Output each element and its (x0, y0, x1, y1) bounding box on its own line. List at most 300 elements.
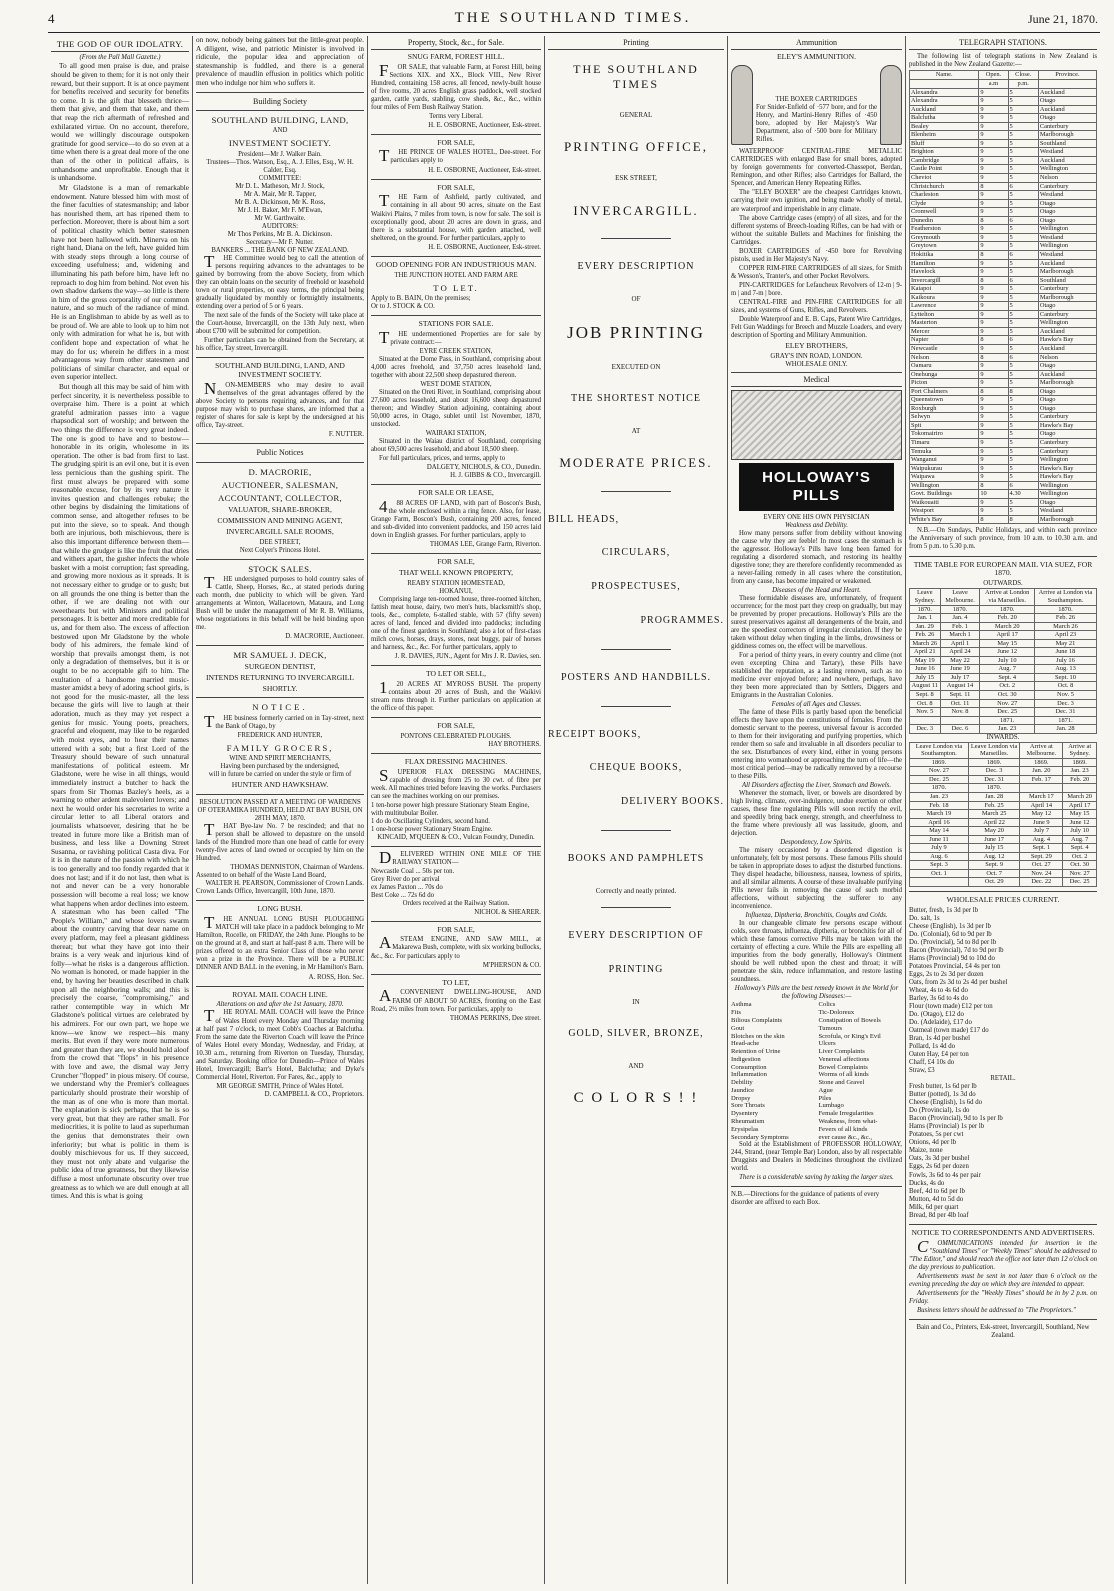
table-cell: 1870. (910, 605, 941, 614)
ad-text: INVERCARGILL SALE ROOMS, (226, 526, 334, 536)
table-cell: Wellington (1038, 481, 1096, 490)
ad-text: The "ELEY BOXER" are the cheapest Cartridges known, carrying their own ignition, and being made wholly of metal, are waterproof and imperishable in any climate. (731, 189, 902, 213)
table-cell: 8 (1008, 387, 1038, 396)
table-cell: Sept. 3 (910, 861, 969, 870)
table-row (910, 708, 1097, 717)
table-cell: Jan. 29 (910, 622, 941, 631)
table-cell: 8 (979, 182, 1008, 191)
ad-text: AUCTIONEER, SALESMAN, (221, 480, 339, 491)
ad-text: will in future be carried on under the style or firm of (208, 771, 352, 779)
table-cell: Marlborough (1038, 293, 1096, 302)
table-cell: 6 (1008, 353, 1038, 362)
table-cell (940, 716, 980, 725)
ad-signature: F. NUTTER. (328, 431, 364, 439)
ad-title: RESOLUTION PASSED AT A MEETING OF WARDENS OF OTERAMIKA HUNDRED, HELD AT BAY BUSH, ON 28TH MAY, 1870. (197, 799, 363, 823)
list-item: Beef, 4d to 6d per lb (909, 1187, 965, 1195)
ad-title: FOR SALE OR LEASE, (418, 488, 494, 498)
table-row (910, 148, 1097, 157)
list-item: Piles (818, 1094, 832, 1102)
ad-text: THE business formerly carried on in Tay-street, next the Bank of Otago, by (204, 711, 364, 731)
table-row (910, 656, 1097, 665)
table-row (910, 490, 1097, 499)
table-cell: 8 (979, 216, 1008, 225)
table-cell: 9 (979, 259, 1008, 268)
list-item: Debility (731, 1079, 753, 1087)
ad-text: POSTERS AND HANDBILLS. (560, 671, 712, 683)
table-cell: 9 (979, 456, 1008, 465)
ad-text: ESK STREET, (615, 174, 657, 183)
table-row (910, 165, 1097, 174)
table-cell: Westport (910, 507, 979, 516)
table-cell: July 7 (1020, 827, 1063, 836)
table-cell: Jan. 1 (910, 614, 941, 623)
table-row (910, 498, 1097, 507)
ad-text: PIN-CARTRIDGES for Lefaucheux Revolvers of 12-m | 9-m | and 7-m | bore. (731, 281, 902, 297)
table-row (910, 242, 1097, 251)
list-item: Scrofula, or King's Evil (818, 1032, 881, 1040)
list-item: Stone and Gravel (818, 1079, 865, 1087)
table-cell: Dec. 22 (1020, 878, 1063, 887)
list-item: Do. (Adelaide), £17 do (909, 1019, 972, 1027)
ad-text: Best Coke ... 72s 6d do (371, 892, 435, 900)
list-item: Rheumatism (731, 1117, 765, 1125)
table-cell: 5 (1008, 285, 1038, 294)
engraving-illustration (731, 390, 902, 460)
table-cell: Oamaru (910, 362, 979, 371)
table-cell: March 19 (910, 810, 969, 819)
cartridge-icon (731, 65, 753, 145)
ad-signature: HAY BROTHERS. (488, 741, 541, 749)
table-row (910, 156, 1097, 165)
list-item: Bilious Complaints (731, 1017, 783, 1025)
table-cell: Kaikoura (910, 293, 979, 302)
table-row (910, 370, 1097, 379)
table-cell: Picton (910, 379, 979, 388)
list-item: Retention of Urine (731, 1048, 781, 1056)
article-source: (From the Pall Mall Gazette.) (79, 54, 161, 62)
ad-text: AND (272, 127, 288, 135)
ad-title: THE SOUTHLAND TIMES (573, 62, 699, 91)
table-row (910, 139, 1097, 148)
table-cell: 5 (1008, 139, 1038, 148)
ad-text: N.B.—On Sundays, Public Holidays, and within each province the Anniversary of such province, from 10 a.m. to 10.30 a.m. and from 5 p.m. to 5.30 p.m. (909, 527, 1097, 551)
table-cell: June 11 (910, 835, 969, 844)
list-item: Fresh butter, 1s 6d per lb (909, 1083, 977, 1091)
table-cell: June 12 (1063, 818, 1097, 827)
table-cell: April 24 (940, 648, 980, 657)
table-cell: 5 (1008, 413, 1038, 422)
table-cell: May 15 (1063, 810, 1097, 819)
table-cell: Govt. Buildings (910, 490, 979, 499)
table-row (910, 387, 1097, 396)
table-cell: July 17 (940, 673, 980, 682)
list-item: Bacon (Provincial), 7d to 9d per lb (909, 947, 1004, 955)
column-telegraph-prices (906, 36, 1100, 1584)
table-cell: 5 (1008, 302, 1038, 311)
table-cell: 5 (1008, 319, 1038, 328)
table-cell: Dec. 25 (1063, 878, 1097, 887)
table-cell: Otago (1038, 302, 1096, 311)
ad-text: CENTRAL-FIRE and PIN-FIRE CARTRIDGES for all sizes, and systems of Guns, Rifles, and Revolvers. (731, 298, 902, 314)
table-cell: Aug. 12 (968, 852, 1019, 861)
table-row (910, 699, 1097, 708)
ad-text: Situated at the Dome Pass, in Southland, comprising about 4,000 acres freehold, and 37,750 acres leasehold land, together with about 22,500 sheep depastured thereon. (371, 355, 541, 379)
table-cell: 5 (1008, 165, 1038, 174)
table-cell: May 22 (940, 656, 980, 665)
ad-text: HOKANUI, (439, 588, 473, 596)
table-cell: Oct. 2 (980, 682, 1035, 691)
table-cell: Feb. 18 (910, 801, 969, 810)
table-cell: 1870. (968, 784, 1019, 793)
table-cell: 9 (979, 438, 1008, 447)
table-cell: 9 (979, 122, 1008, 131)
table-cell: Nov. 27 (1063, 869, 1097, 878)
table-cell: Alexandra (910, 88, 979, 97)
ad-signature: H. E. OSBORNE, Auctioneer, Esk-street. (428, 243, 541, 251)
table-cell: April 21 (910, 648, 941, 657)
table-cell: Canterbury (1038, 122, 1096, 131)
article-paragraph: But though all this may be said of him with perfect sincerity, it is nevertheless possible to overpraise him. There is a point at which grateful admiration passes into a vague rhapsodical sort of worship; and between the two things the difference is very great indeed. The one is good to have and to bestow—honorable in its origin, wholesome in its operation. The other is bad from first to last. The grudging spirit is an evil one, but it is even less pernicious than the gushing spirit. The first must always be prepared with some reasonable excuse, for by its very nature it invites question and challenges rebuke; the other begins by disdaining the limitations of common sense, and altogether refuses to be put into the sieve, so to speak. And though both are injurious, both mischievous, there is also this important difference between them—that while the grudger is like the fruit that dries and withers apart, the gusher infects the whole basket with a moist corruption; fast spreading, and growing more noxious as it spreads. It is not necessary either to grudge or to gush; but on all grounds the one thing is better than the other, if we are dealing not with our sweethearts but with Ministers and political personages. It is better and more creditable for us, and for them also. The excess of affection bestowed upon Mr Gladstone by the whole body of his admirers, the female kind of worship that prevails amongst them, is not only a degradation of themselves, but it is or ought to be no acceptable gift to him. The exultation of a handsome married music-master amidst a bevy of adoring school girls, is not good for the music-master, all the less because the girls will live to laugh at their adoration, much as they may yet respect a genius for music. Young poets, preachers, graceful and eloquent, may like to be regarded with moist eyes, and to hear their names uttered with a sob; but a first Lord of the Treasury should beware of such unnatural manifestations of political esteem. Mr Gladstone, were he wise in all things, would immediately instruct a butcher to hack the spars from Sir Thomas Bazley's heels, as a warning to other ardent malevolent lovers; and next he would order his secretaries to write a circular letter to all Liberal orators and journalists whatsoever, desiring that he be treated in future more like a British man of business, and less like a Downing Street Susanna, or ravishing political Casta diva. For it is in the nature of the passion with which he is too generally and too fondly regarded that it does not last; and if it do not last, then what is not and never can be a very honorable possession will become a real loss; we know what happens when ardor declines into esteem. A statesman who has been called "The People's William," and whose lovers swarm about the country carving that dear name on every platform, may feel a pleasant giddiness thereat; but what they have got into their brains is a very weak and injurious kind of folly—what he risks is a dangerous affliction. No woman is honored, or made happier in the end, by having her beauties described in chalk upon all the neighboring walls; and this is precisely the coarse, "compromising," and rather contemptible way in which Mr Gladstone's political virtues are celebrated by his admirers. For our own part, we hope we know—we know we respect—his many merits. But even if they were more numerous and greater than they are, we should hold aloof from the crowd that "flops" in his presence with love and awe, the dismal way Jerry Cruncher "flopped" in pious misery. Of course, we understand why the Premier's colleagues particularly should prostrate their worship of the man as of one who is more than mortal. The explanation is sick perhaps, that he is so very great, but that they are rather small. For mediocrities, it is polite to laud as superhuman the genius that demonstrates their own inferiority; but what is politic in them is doubly mischievous for us. If they succeed, they must not only abate and vulgarise the public idea of true greatness, but they likewise diffuse a most unfortunate obscurity over true greatness as to which we are dull enough at all times. And this is what is going (51, 381, 190, 1201)
list-item: Consumption (731, 1063, 767, 1071)
table-cell: 8 (979, 481, 1008, 490)
ad-text: The fame of these Pills is partly based upon the beneficial effects they have upon the constitutions of females. From the domestic servant to the peeress, universal favour is accorded to them for their invigorating and purifying properties, which render them so safe and invaluable in all disorders peculiar to the sex. Disturbances of every kind, either in young persons entering into womanhood or approaching the turn of life—the most critical period—may be radically removed by a recourse to these Pills. (731, 708, 902, 781)
ad-text: Business letters should be addressed to "The Proprietors." (917, 1306, 1076, 1314)
table-caption: OUTWARDS. (983, 580, 1023, 588)
table-cell: Dunedin (910, 216, 979, 225)
table-cell: Greytown (910, 242, 979, 251)
section-heading: Building Society (253, 96, 307, 106)
list-item: Inflammation (731, 1071, 767, 1079)
table-row (910, 614, 1097, 623)
table-cell: Auckland (910, 105, 979, 114)
ad-text: ASTEAM ENGINE, AND SAW MILL, at Makarewa Bush, complete, with six working bullocks, &c., &c. For particulars apply to (371, 933, 541, 960)
table-cell: 5 (1008, 156, 1038, 165)
table-cell: 9 (979, 165, 1008, 174)
table-cell: Selwyn (910, 413, 979, 422)
table-cell: 9 (979, 139, 1008, 148)
list-item: Butter, fresh, 1s 3d per lb (909, 906, 979, 914)
table-cell: Marlborough (1038, 131, 1096, 140)
table-cell: Tokomairiro (910, 430, 979, 439)
ad-text: Mr B. A. Dickinson, Mr K. Ross, (234, 198, 326, 206)
table-cell: 1870. (980, 605, 1035, 614)
list-item: Colics (818, 1001, 836, 1009)
ad-subheading: RETAIL. (990, 1075, 1016, 1083)
table-cell: June 18 (1034, 648, 1096, 657)
ad-text: SHORTLY. (262, 683, 298, 693)
table-cell: 8 (979, 276, 1008, 285)
list-item: Fits (731, 1009, 741, 1017)
table-cell: May 15 (980, 639, 1035, 648)
table-cell: Nelson (910, 353, 979, 362)
table-header: Open. (979, 71, 1008, 80)
ad-title: FOR SALE, (437, 557, 475, 567)
ad-subheading: Holloway's Pills are the best remedy known in the World for the following Diseases:— (734, 985, 899, 1001)
table-cell: 9 (979, 105, 1008, 114)
table-cell: Wellington (1038, 242, 1096, 251)
table-cell: 4.30 (1008, 490, 1038, 499)
list-item: Do. (Provincial), 5d to 8d per lb (909, 939, 997, 947)
table-cell: 5 (1008, 88, 1038, 97)
table-cell: Jan. 23 (980, 725, 1035, 734)
table-cell: Dec. 3 (1034, 699, 1096, 708)
table-cell: 9 (979, 302, 1008, 311)
table-cell (910, 716, 941, 725)
ad-title: INVESTMENT SOCIETY. (228, 138, 332, 149)
ad-text: GRAY'S INN ROAD, LONDON. (770, 352, 863, 360)
table-row (910, 174, 1097, 183)
table-row (910, 344, 1097, 353)
list-item: Oaten Hay, £4 per ton (909, 1051, 969, 1059)
table-cell: Wellington (1038, 490, 1096, 499)
table-cell: Oct. 27 (1020, 861, 1063, 870)
ad-text: President—Mr J. Walker Bain. (238, 150, 322, 158)
table-cell: 6 (1008, 481, 1038, 490)
table-cell: Wellington (1038, 165, 1096, 174)
ad-text: EYRE CREEK STATION, (419, 347, 493, 355)
ad-text: THE PRINCE OF WALES HOTEL, Dee-street. For particulars apply to (379, 146, 541, 166)
ad-text: MR GEORGE SMITH, Prince of Wales Hotel. (216, 1082, 344, 1090)
table-row (910, 844, 1097, 853)
ad-text: AUDITORS: (261, 223, 299, 230)
table-cell: 5 (1008, 97, 1038, 106)
ad-text: Comprising large ten-roomed house, three-roomed kitchen, fattish meat house, dairy, two men's huts, blacksmith's shop, tools, &c., complete, 6-stalled stable, with 57 (fifty seven) acres of land, fenced and divided into paddocks; including one of the finest gardens in Southland; also a lot of first-class milch cows, horses, drays, stores, neat buggy, pair of horses and harness, &c., &c. For further particulars, apply to (371, 596, 541, 652)
table-cell: 5 (1008, 310, 1038, 319)
table-cell: 9 (979, 191, 1008, 200)
table-cell: 1869. (910, 758, 969, 767)
table-row (910, 827, 1097, 836)
ad-text: Assented to on behalf of the Waste Land Board, (196, 872, 327, 880)
table-cell: Masterton (910, 319, 979, 328)
disease-list (731, 1001, 902, 1141)
list-item: Hams (Provincial) 9d to 10d do (909, 955, 995, 963)
ad-text: CHEQUE BOOKS, (589, 762, 683, 774)
list-item: ever cause &c., &c., (818, 1133, 873, 1141)
ad-signature: NICHOL & SHEARER. (474, 908, 541, 916)
ad-text: PRINTING OFFICE, (564, 139, 708, 154)
ad-subheading: Weakness and Debility. (785, 521, 848, 529)
table-cell: 5 (1008, 396, 1038, 405)
ad-text: PRINTING (608, 963, 664, 975)
table-cell: 6 (1008, 250, 1038, 259)
table-cell: Auckland (1038, 327, 1096, 336)
ad-title: ROYAL MAIL COACH LINE. (232, 989, 328, 999)
table-cell: Otago (1038, 430, 1096, 439)
ad-text: There is a considerable saving by taking the larger sizes. (739, 1174, 894, 1182)
ad-signature: J. R. DAVIES, JUN., Agent for Mrs J. R. Davies, sen. (394, 653, 541, 661)
ad-title: FOR SALE, (437, 924, 475, 934)
table-cell: May 21 (1034, 639, 1096, 648)
table-cell: Sept. 29 (1020, 852, 1063, 861)
table-cell: 9 (979, 396, 1008, 405)
ad-text: Correctly and neatly printed. (595, 886, 677, 895)
table-cell: 5 (1008, 464, 1038, 473)
table-row (910, 690, 1097, 699)
list-item: Secondary Symptoms (731, 1133, 789, 1141)
table-cell: Onehunga (910, 370, 979, 379)
ad-text: AND (628, 1061, 644, 1070)
table-cell: 5 (1008, 507, 1038, 516)
table-cell: 6 (1008, 276, 1038, 285)
table-row (910, 507, 1097, 516)
table-row (910, 182, 1097, 191)
ad-text: Terms very Liberal. (429, 113, 483, 121)
table-cell: 8 (1008, 515, 1038, 524)
table-cell: 5 (1008, 233, 1038, 242)
cartridge-illustration (731, 65, 902, 145)
table-cell: 6 (1008, 336, 1038, 345)
table-header: Leave London via Marseilles. (968, 742, 1019, 758)
table-cell: Feb. 25 (968, 801, 1019, 810)
table-cell: Southland (1038, 276, 1096, 285)
table-cell: 1869. (968, 758, 1019, 767)
table-row (910, 869, 1097, 878)
table-cell: Hamilton (910, 259, 979, 268)
table-cell: 9 (979, 268, 1008, 277)
table-cell: Oct. 30 (980, 690, 1035, 699)
ad-text: EXECUTED ON (611, 363, 661, 371)
table-cell: Cheviot (910, 174, 979, 183)
table-cell: 5 (1008, 225, 1038, 234)
table-cell: Hawke's Bay (1038, 336, 1096, 345)
list-item: Flour (town made) £12 per ton (909, 1003, 993, 1011)
table-header: Arrive at Sydney. (1063, 742, 1097, 758)
table-cell: Hawke's Bay (1038, 464, 1096, 473)
table-cell: July 10 (1063, 827, 1097, 836)
table-cell: Brighton (910, 148, 979, 157)
section-heading: Ammunition (731, 36, 902, 50)
table-cell: Wanganui (910, 456, 979, 465)
ad-text: The next sale of the funds of the Society will take place at the Court-house, Invercargill, on the 13th July next, when about £700 will be submitted for competition. (196, 312, 364, 336)
table-cell: 1870. (940, 605, 980, 614)
table-cell: 9 (979, 344, 1008, 353)
table-cell: Bealey (910, 122, 979, 131)
table-row (910, 250, 1097, 259)
table-cell: 8 (979, 250, 1008, 259)
table-row (910, 404, 1097, 413)
ad-text: RECEIPT BOOKS, (548, 728, 642, 740)
ad-signature: THOMAS LEE, Grange Farm, Riverton. (429, 541, 541, 549)
table-cell: Dec. 31 (968, 775, 1019, 784)
table-cell: Otago (1038, 208, 1096, 217)
list-item: Chaff, £4 10s do (909, 1059, 955, 1067)
ad-text: MODERATE PRICES. (559, 455, 713, 471)
table-cell: Westland (1038, 191, 1096, 200)
table-cell: 9 (979, 174, 1008, 183)
ad-text: ACCOUNTANT, COLLECTOR, (217, 493, 343, 504)
table-cell: Blenheim (910, 131, 979, 140)
table-row (910, 852, 1097, 861)
table-cell: Feb. 17 (1020, 775, 1063, 784)
table-cell: Dec. 3 (910, 725, 941, 734)
table-cell: Roxburgh (910, 404, 979, 413)
ad-text: THE undersigned purposes to hold country sales of Cattle, Sheep, Horses, &c., at stated periods during each month, due publicity to which will be given. Yard arrangements at Winton, Wallacetown, Mataura, and Long Bush will be under the management of Mr R. B. Williams, whose negotiations in this behalf will be held binding upon me. (196, 573, 364, 632)
ad-subheading: Females of all Ages and Classes. (771, 700, 862, 708)
table-cell: May 12 (1020, 810, 1063, 819)
table-cell: Temuka (910, 447, 979, 456)
table-cell: Alexandra (910, 97, 979, 106)
table-cell: June 16 (910, 665, 941, 674)
table-cell: 5 (1008, 473, 1038, 482)
table-row (910, 225, 1097, 234)
ad-text: The above Cartridge cases (empty) of all sizes, and for the different systems of Breech-loading Rifles, can be had with or without the suitable Bullets and Machines for finishing the Cartridges. (731, 214, 902, 246)
ad-text: Newcastle Coal ... 50s per ton. (371, 868, 455, 876)
table-cell: Waipukurau (910, 464, 979, 473)
table-cell: 10 (979, 490, 1008, 499)
ad-title: TIME TABLE FOR EUROPEAN MAIL VIA SUEZ, FOR 1870. (913, 559, 1093, 578)
table-cell: June 12 (980, 648, 1035, 657)
table-row (910, 430, 1097, 439)
table-cell: March 1 (940, 631, 980, 640)
table-cell: Charleston (910, 191, 979, 200)
table-cell: Dec. 6 (940, 725, 980, 734)
table-row (910, 775, 1097, 784)
table-cell: Feb. 20 (1063, 775, 1097, 784)
ad-text: NON-MEMBERS who may desire to avail themselves of the great advantages offered by the above Society to persons requiring advances, and for that purpose may wish to purchase shares, are informed that a register of shares for sale is kept by the undersigned at his office, Tay-street. (196, 379, 364, 430)
table-cell: 9 (979, 379, 1008, 388)
table-cell: Feb. 26 (910, 631, 941, 640)
masthead-rule (48, 32, 1100, 33)
ad-signature: THOMAS DENNISTON, Chairman of Wardens. (230, 864, 364, 872)
ad-text: BANKERS ... THE BANK OF NEW ZEALAND. (211, 247, 349, 255)
table-cell (910, 878, 969, 887)
table-cell: Jan. 4 (940, 614, 980, 623)
table-cell: Auckland (1038, 156, 1096, 165)
table-row (910, 233, 1097, 242)
ad-title: WHOLESALE PRICES CURRENT. (946, 895, 1060, 905)
table-cell: Aug. 13 (1034, 665, 1096, 674)
table-cell: 5 (1008, 148, 1038, 157)
ad-signature: D. MACRORIE, Auctioneer. (285, 633, 364, 641)
table-row (910, 665, 1097, 674)
ad-text: BILL HEADS, (548, 513, 620, 525)
table-cell: Westland (1038, 148, 1096, 157)
list-item: Pollard, 1s 4d do (909, 1043, 956, 1051)
table-header: Province. (1038, 71, 1096, 80)
list-item: Gout (731, 1024, 745, 1032)
column-notices (193, 36, 368, 1584)
list-item: Liver Complaints (818, 1048, 865, 1056)
table-cell: July 16 (1034, 656, 1096, 665)
table-row (910, 682, 1097, 691)
table-row (910, 319, 1097, 328)
table-row (910, 878, 1097, 887)
table-cell: 8 (979, 336, 1008, 345)
table-cell: Feb. 26 (1034, 614, 1096, 623)
table-cell: 5 (1008, 208, 1038, 217)
ad-text: THE Farm of Ashfield, partly cultivated, and containing in all about 90 acres, situate on the East Waikivi Plains, 7 miles from town, is now for sale. The soil is exceptionally good, about 20 acres are down in grass, and there is a substantial house, with garden attached, well sheltered, on the ground. For further particulars, apply to (371, 191, 541, 242)
table-cell: Canterbury (1038, 447, 1096, 456)
table-header-row (910, 71, 1097, 80)
table-cell: June 19 (940, 665, 980, 674)
ad-text: For Snider-Enfield of ·577 bore, and for the Henry, and Martini-Henry Rifles of ·450 bore, adopted by Her Majesty's War Department, also of ·500 bore for Military Rifles. (756, 104, 877, 144)
ad-text: Whenever the stomach, liver, or bowels are disordered by high living, climate, over-indulgence, undue exertion or other causes, these fine regulating Pills will soon rectify the evil, and speedily bring back energy, strength, and cheerfulness to the frame where previously all was lassitude, gloom, and dejection. (731, 790, 902, 838)
table-cell: Marlborough (1038, 268, 1096, 277)
table-cell: 5 (1008, 268, 1038, 277)
table-cell: Newcastle (910, 344, 979, 353)
ad-text: DELIVERED WITHIN ONE MILE OF THE RAILWAY STATION— (379, 848, 541, 868)
list-item: Blotches on the skin (731, 1032, 785, 1040)
table-cell: Jan. 23 (1063, 767, 1097, 776)
section-heading: Property, Stock, &c., for Sale. (371, 36, 541, 50)
ad-title: TO LET, (442, 977, 470, 987)
table-row (910, 421, 1097, 430)
table-cell: Canterbury (1038, 438, 1096, 447)
table-row (910, 456, 1097, 465)
table-cell: April 16 (910, 818, 969, 827)
table-cell: 6 (1008, 182, 1038, 191)
list-item: Venereal affections (818, 1055, 870, 1063)
